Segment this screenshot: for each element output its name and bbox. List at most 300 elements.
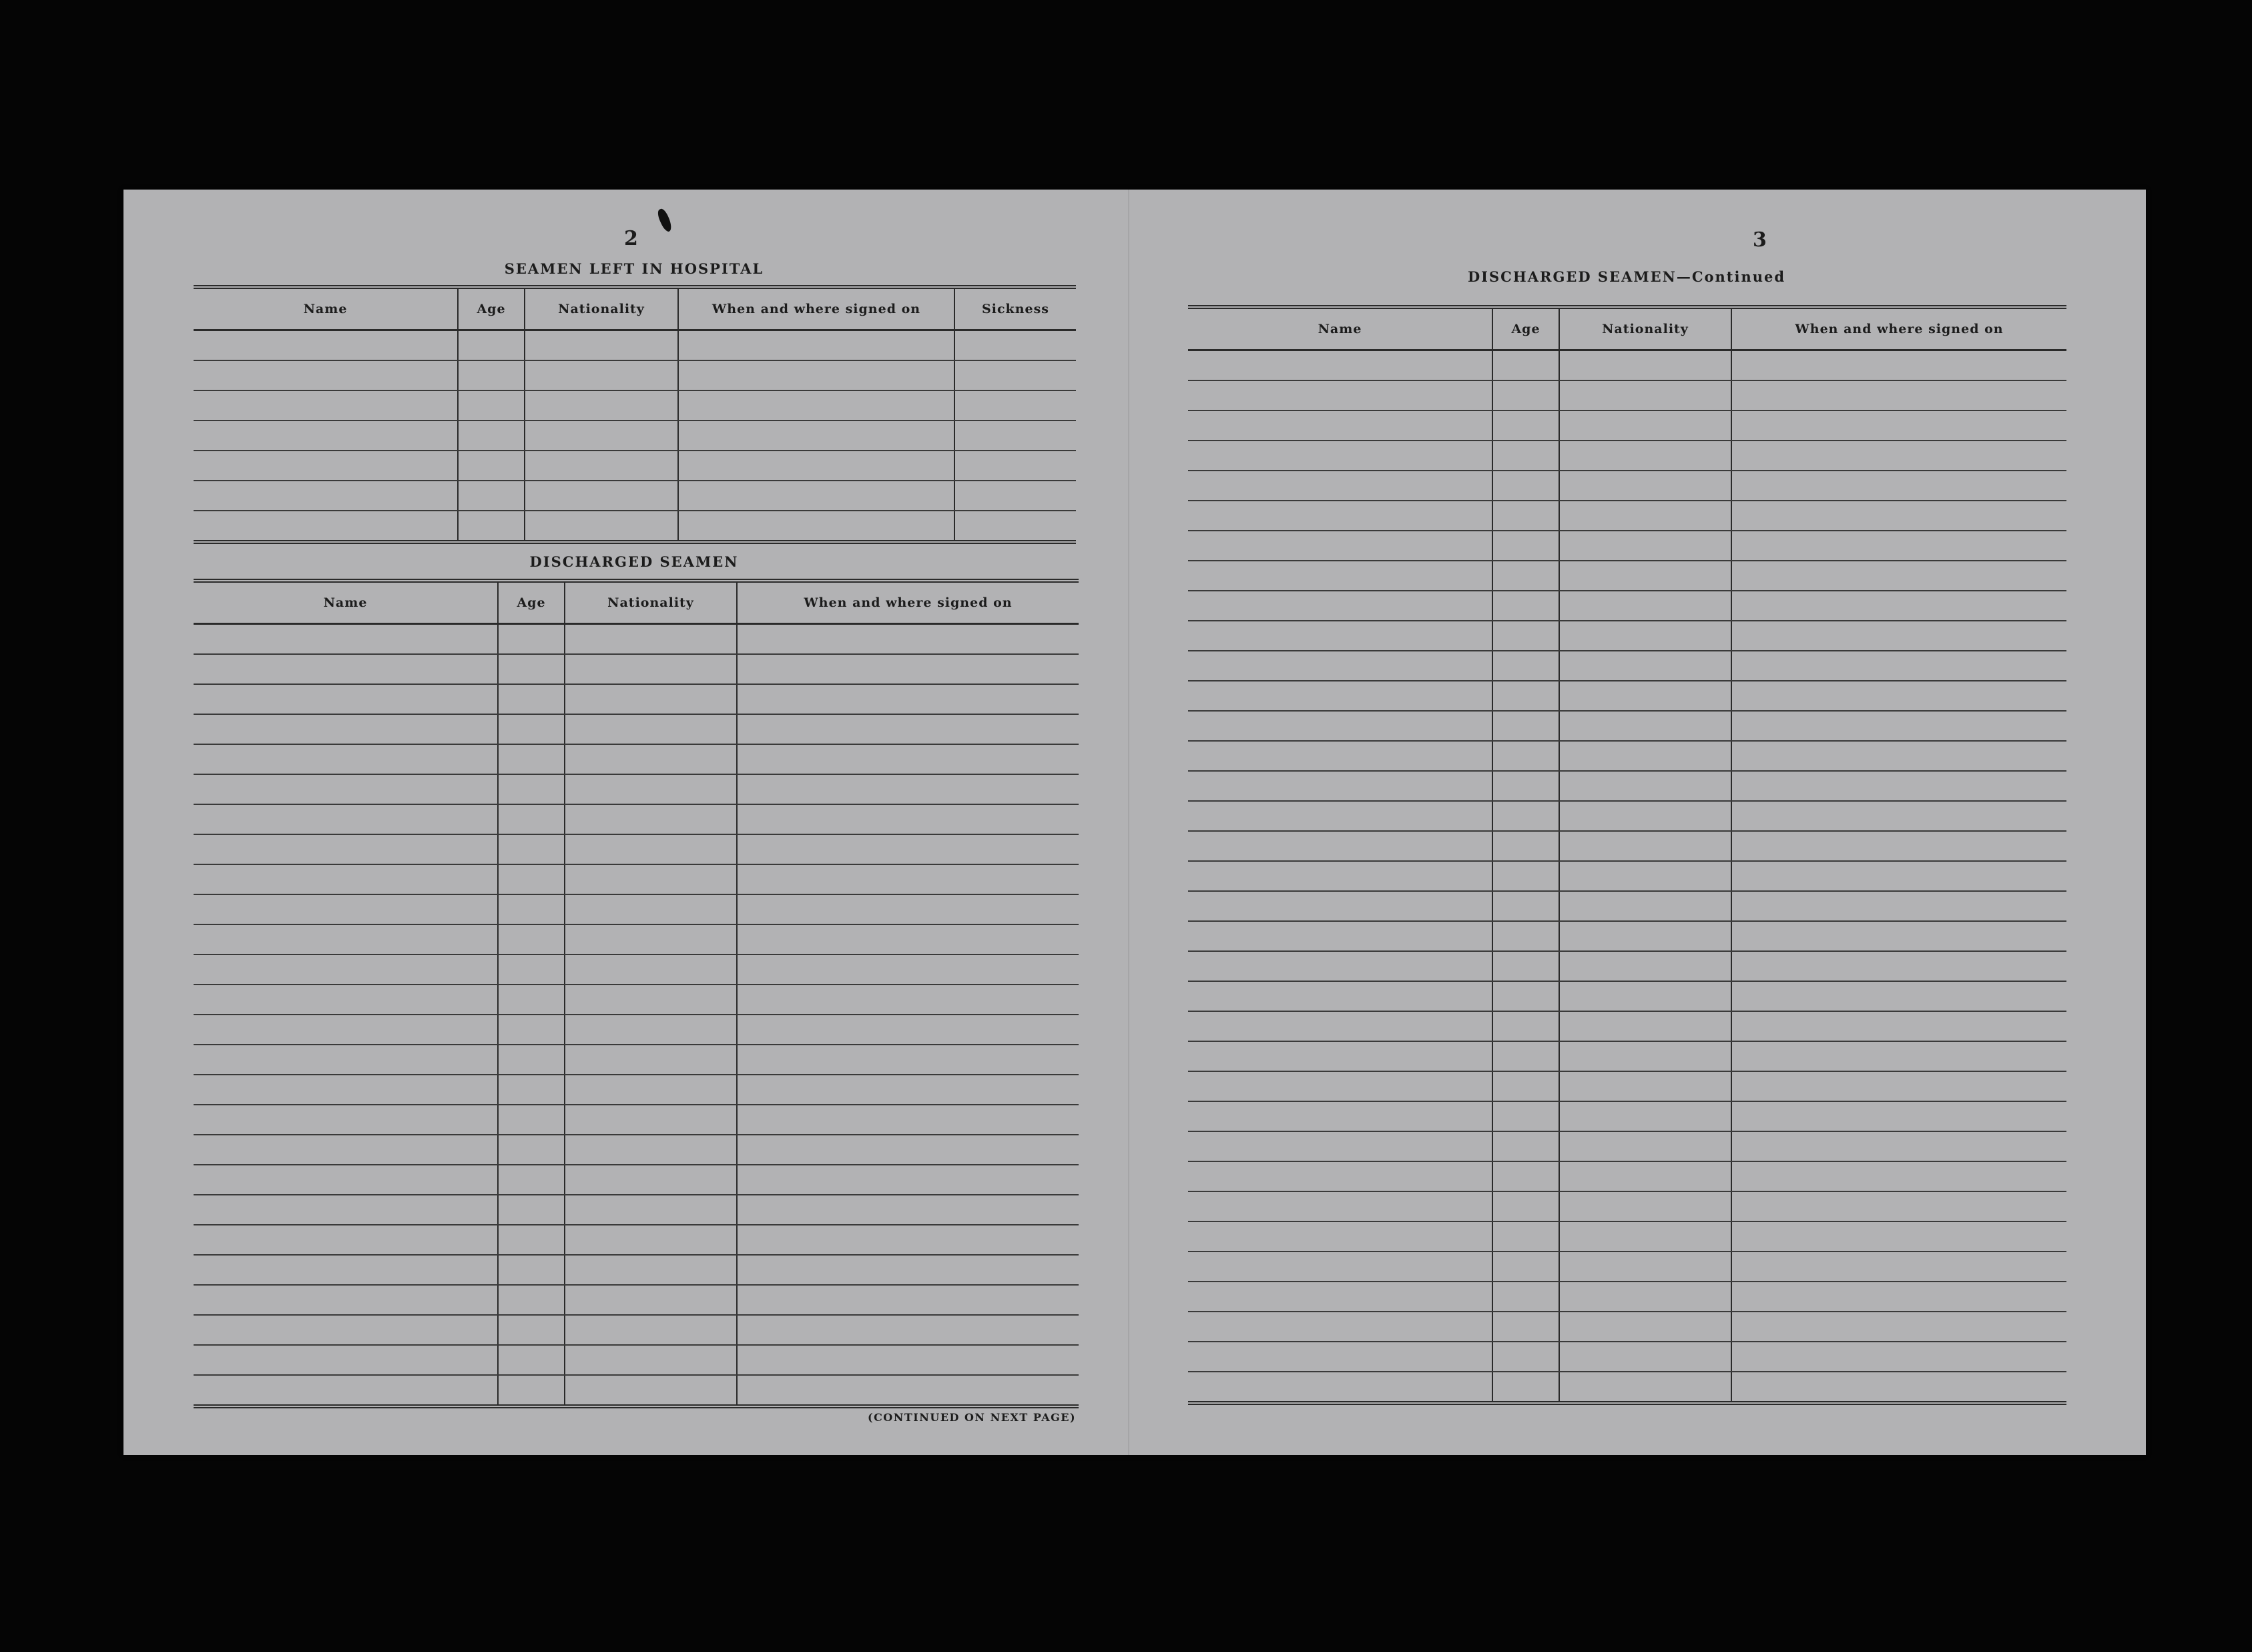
blank-cell bbox=[194, 804, 498, 834]
discharged-continued-table bbox=[1188, 305, 2066, 1405]
table-row bbox=[194, 1285, 1079, 1315]
blank-cell bbox=[1731, 471, 2066, 501]
table-row bbox=[1188, 711, 2066, 741]
blank-cell bbox=[498, 1285, 565, 1315]
blank-cell bbox=[525, 421, 678, 451]
blank-cell bbox=[1731, 561, 2066, 591]
table-row bbox=[1188, 981, 2066, 1011]
blank-cell bbox=[1188, 921, 1492, 951]
blank-cell bbox=[1188, 1252, 1492, 1282]
blank-cell bbox=[1188, 1221, 1492, 1252]
blank-cell bbox=[737, 1345, 1079, 1375]
blank-cell bbox=[1731, 1252, 2066, 1282]
table-row bbox=[194, 654, 1079, 684]
blank-cell bbox=[737, 714, 1079, 744]
table-row bbox=[1188, 951, 2066, 981]
blank-cell bbox=[458, 421, 525, 451]
blank-cell bbox=[194, 924, 498, 954]
blank-cell bbox=[1559, 561, 1731, 591]
blank-cell bbox=[525, 390, 678, 421]
blank-cell bbox=[498, 1015, 565, 1045]
blank-cell bbox=[1492, 1101, 1559, 1131]
blank-cell bbox=[1492, 350, 1559, 381]
blank-cell bbox=[737, 1105, 1079, 1135]
table-row bbox=[1188, 1131, 2066, 1161]
blank-cell bbox=[498, 774, 565, 804]
discharged-table bbox=[194, 579, 1079, 1408]
table-row bbox=[1188, 921, 2066, 951]
table-row bbox=[1188, 771, 2066, 801]
blank-cell bbox=[954, 360, 1076, 390]
blank-cell bbox=[1731, 1312, 2066, 1342]
table-row bbox=[194, 1135, 1079, 1165]
blank-cell bbox=[1492, 621, 1559, 651]
table-row bbox=[1188, 741, 2066, 771]
page-number-left: 2 bbox=[624, 227, 639, 250]
blank-cell bbox=[498, 804, 565, 834]
blank-cell bbox=[525, 511, 678, 542]
table-row bbox=[1188, 1011, 2066, 1041]
blank-cell bbox=[1731, 1161, 2066, 1191]
blank-cell bbox=[194, 774, 498, 804]
blank-cell bbox=[565, 924, 737, 954]
blank-cell bbox=[194, 985, 498, 1015]
table-row bbox=[1188, 501, 2066, 531]
blank-cell bbox=[1188, 1101, 1492, 1131]
blank-cell bbox=[1188, 1282, 1492, 1312]
blank-cell bbox=[1731, 921, 2066, 951]
blank-cell bbox=[1492, 1312, 1559, 1342]
table-row bbox=[1188, 531, 2066, 561]
blank-cell bbox=[1492, 921, 1559, 951]
blank-cell bbox=[1731, 741, 2066, 771]
blank-cell bbox=[194, 511, 458, 542]
blank-cell bbox=[1492, 651, 1559, 681]
blank-cell bbox=[458, 390, 525, 421]
blank-cell bbox=[1492, 380, 1559, 410]
blank-cell bbox=[1559, 1011, 1731, 1041]
blank-cell bbox=[737, 1135, 1079, 1165]
table-row bbox=[194, 714, 1079, 744]
blank-cell bbox=[1559, 1221, 1731, 1252]
blank-cell bbox=[1559, 891, 1731, 921]
blank-cell bbox=[1188, 981, 1492, 1011]
continued-header-row bbox=[1188, 307, 2066, 350]
blank-cell bbox=[1188, 771, 1492, 801]
blank-cell bbox=[737, 1225, 1079, 1255]
blank-cell bbox=[1188, 1011, 1492, 1041]
table-row bbox=[1188, 1071, 2066, 1101]
blank-cell bbox=[194, 654, 498, 684]
table-row bbox=[1188, 1101, 2066, 1131]
blank-cell bbox=[1559, 771, 1731, 801]
table-row bbox=[194, 1315, 1079, 1345]
column-header-age: Age bbox=[498, 581, 565, 624]
blank-cell bbox=[1731, 891, 2066, 921]
blank-cell bbox=[194, 834, 498, 864]
blank-cell bbox=[1492, 531, 1559, 561]
blank-cell bbox=[1731, 1071, 2066, 1101]
blank-cell bbox=[1731, 951, 2066, 981]
blank-cell bbox=[194, 1345, 498, 1375]
blank-cell bbox=[565, 1255, 737, 1285]
blank-cell bbox=[737, 684, 1079, 714]
blank-cell bbox=[498, 1045, 565, 1075]
blank-cell bbox=[565, 1285, 737, 1315]
blank-cell bbox=[737, 624, 1079, 655]
table-row bbox=[194, 684, 1079, 714]
blank-cell bbox=[1492, 1221, 1559, 1252]
blank-cell bbox=[1559, 471, 1731, 501]
table-row bbox=[1188, 1342, 2066, 1372]
discharged-continued-title: DISCHARGED SEAMEN—Continued bbox=[1467, 268, 1786, 285]
blank-cell bbox=[498, 744, 565, 774]
blank-cell bbox=[1559, 681, 1731, 711]
table-row bbox=[1188, 591, 2066, 621]
discharged-table-body bbox=[194, 624, 1079, 1407]
blank-cell bbox=[498, 864, 565, 894]
blank-cell bbox=[1559, 1191, 1731, 1221]
blank-cell bbox=[194, 714, 498, 744]
table-row bbox=[1188, 1282, 2066, 1312]
column-header-sickness: Sickness bbox=[954, 287, 1076, 330]
table-row bbox=[1188, 1221, 2066, 1252]
blank-cell bbox=[194, 1105, 498, 1135]
blank-cell bbox=[565, 985, 737, 1015]
table-row bbox=[1188, 410, 2066, 441]
table-row bbox=[194, 1105, 1079, 1135]
table-row bbox=[1188, 801, 2066, 831]
blank-cell bbox=[1492, 591, 1559, 621]
blank-cell bbox=[565, 894, 737, 924]
blank-cell bbox=[525, 330, 678, 361]
table-row bbox=[1188, 1252, 2066, 1282]
document-sheet bbox=[123, 190, 2146, 1455]
blank-cell bbox=[737, 1075, 1079, 1105]
blank-cell bbox=[1492, 861, 1559, 891]
blank-cell bbox=[737, 864, 1079, 894]
blank-cell bbox=[1731, 711, 2066, 741]
blank-cell bbox=[458, 511, 525, 542]
column-header-name: Name bbox=[194, 581, 498, 624]
blank-cell bbox=[194, 894, 498, 924]
blank-cell bbox=[565, 744, 737, 774]
blank-cell bbox=[954, 451, 1076, 481]
blank-cell bbox=[1731, 681, 2066, 711]
blank-cell bbox=[498, 1255, 565, 1285]
blank-cell bbox=[1559, 1161, 1731, 1191]
blank-cell bbox=[194, 1225, 498, 1255]
blank-cell bbox=[458, 330, 525, 361]
blank-cell bbox=[1492, 1041, 1559, 1071]
blank-cell bbox=[954, 390, 1076, 421]
table-row bbox=[1188, 891, 2066, 921]
table-row bbox=[1188, 561, 2066, 591]
blank-cell bbox=[1731, 410, 2066, 441]
blank-cell bbox=[1731, 1011, 2066, 1041]
table-row bbox=[1188, 831, 2066, 861]
blank-cell bbox=[194, 481, 458, 511]
blank-cell bbox=[1731, 831, 2066, 861]
blank-cell bbox=[1188, 1161, 1492, 1191]
blank-cell bbox=[498, 714, 565, 744]
blank-cell bbox=[565, 1195, 737, 1225]
table-row bbox=[194, 624, 1079, 655]
blank-cell bbox=[1188, 1041, 1492, 1071]
column-header-nationality: Nationality bbox=[565, 581, 737, 624]
blank-cell bbox=[1559, 501, 1731, 531]
blank-cell bbox=[565, 1075, 737, 1105]
blank-cell bbox=[1559, 861, 1731, 891]
blank-cell bbox=[1559, 741, 1731, 771]
blank-cell bbox=[678, 390, 954, 421]
table-row bbox=[194, 511, 1076, 542]
blank-cell bbox=[194, 1195, 498, 1225]
table-row bbox=[1188, 681, 2066, 711]
blank-cell bbox=[1731, 350, 2066, 381]
table-row bbox=[194, 360, 1076, 390]
blank-cell bbox=[1559, 921, 1731, 951]
blank-cell bbox=[498, 894, 565, 924]
blank-cell bbox=[458, 451, 525, 481]
column-header-when-and-where-signed-on: When and where signed on bbox=[737, 581, 1079, 624]
blank-cell bbox=[1731, 380, 2066, 410]
blank-cell bbox=[1188, 531, 1492, 561]
table-row bbox=[1188, 441, 2066, 471]
blank-cell bbox=[565, 654, 737, 684]
blank-cell bbox=[1188, 591, 1492, 621]
blank-cell bbox=[1492, 951, 1559, 981]
blank-cell bbox=[194, 1015, 498, 1045]
blank-cell bbox=[678, 330, 954, 361]
blank-cell bbox=[565, 834, 737, 864]
blank-cell bbox=[1559, 591, 1731, 621]
blank-cell bbox=[1492, 831, 1559, 861]
blank-cell bbox=[1188, 1342, 1492, 1372]
blank-cell bbox=[498, 954, 565, 985]
table-row bbox=[194, 1195, 1079, 1225]
blank-cell bbox=[1559, 1101, 1731, 1131]
blank-cell bbox=[1492, 741, 1559, 771]
blank-cell bbox=[1731, 591, 2066, 621]
blank-cell bbox=[737, 1165, 1079, 1195]
table-row bbox=[1188, 1312, 2066, 1342]
blank-cell bbox=[1731, 1342, 2066, 1372]
column-header-nationality: Nationality bbox=[525, 287, 678, 330]
blank-cell bbox=[1559, 1282, 1731, 1312]
blank-cell bbox=[1731, 621, 2066, 651]
table-row bbox=[194, 1165, 1079, 1195]
blank-cell bbox=[737, 924, 1079, 954]
blank-cell bbox=[737, 804, 1079, 834]
blank-cell bbox=[1188, 711, 1492, 741]
blank-cell bbox=[1559, 380, 1731, 410]
blank-cell bbox=[565, 1105, 737, 1135]
table-row bbox=[194, 330, 1076, 361]
blank-cell bbox=[498, 1375, 565, 1406]
blank-cell bbox=[737, 1015, 1079, 1045]
blank-cell bbox=[1559, 711, 1731, 741]
blank-cell bbox=[737, 954, 1079, 985]
blank-cell bbox=[498, 985, 565, 1015]
blank-cell bbox=[1188, 350, 1492, 381]
column-header-when-and-where-signed-on: When and where signed on bbox=[1731, 307, 2066, 350]
blank-cell bbox=[1559, 1372, 1731, 1403]
blank-cell bbox=[1559, 1131, 1731, 1161]
blank-cell bbox=[1731, 1041, 2066, 1071]
table-row bbox=[194, 481, 1076, 511]
blank-cell bbox=[1559, 1342, 1731, 1372]
table-row bbox=[194, 924, 1079, 954]
blank-cell bbox=[194, 330, 458, 361]
blank-cell bbox=[1492, 501, 1559, 531]
blank-cell bbox=[1559, 831, 1731, 861]
blank-cell bbox=[498, 1135, 565, 1165]
blank-cell bbox=[1492, 801, 1559, 831]
blank-cell bbox=[194, 954, 498, 985]
blank-cell bbox=[737, 744, 1079, 774]
blank-cell bbox=[498, 1345, 565, 1375]
blank-cell bbox=[1731, 441, 2066, 471]
blank-cell bbox=[737, 654, 1079, 684]
table-row bbox=[194, 1015, 1079, 1045]
blank-cell bbox=[1188, 891, 1492, 921]
blank-cell bbox=[954, 330, 1076, 361]
blank-cell bbox=[1731, 1101, 2066, 1131]
blank-cell bbox=[678, 511, 954, 542]
blank-cell bbox=[1492, 1161, 1559, 1191]
blank-cell bbox=[565, 1225, 737, 1255]
blank-cell bbox=[1559, 531, 1731, 561]
blank-cell bbox=[954, 511, 1076, 542]
blank-cell bbox=[1731, 1221, 2066, 1252]
table-row bbox=[194, 864, 1079, 894]
continued-note: (CONTINUED ON NEXT PAGE) bbox=[868, 1411, 1077, 1424]
blank-cell bbox=[565, 1015, 737, 1045]
table-row bbox=[194, 1045, 1079, 1075]
table-row bbox=[1188, 1041, 2066, 1071]
table-row bbox=[194, 744, 1079, 774]
table-row bbox=[194, 774, 1079, 804]
blank-cell bbox=[565, 864, 737, 894]
blank-cell bbox=[737, 774, 1079, 804]
continued-table-body bbox=[1188, 350, 2066, 1404]
blank-cell bbox=[954, 421, 1076, 451]
blank-cell bbox=[1731, 771, 2066, 801]
blank-cell bbox=[1559, 621, 1731, 651]
table-row bbox=[194, 1225, 1079, 1255]
blank-cell bbox=[1731, 981, 2066, 1011]
blank-cell bbox=[1188, 1191, 1492, 1221]
table-row bbox=[194, 894, 1079, 924]
discharged-section-title: DISCHARGED SEAMEN bbox=[529, 553, 739, 570]
blank-cell bbox=[525, 451, 678, 481]
column-header-name: Name bbox=[194, 287, 458, 330]
blank-cell bbox=[1559, 651, 1731, 681]
page-number-right: 3 bbox=[1753, 228, 1767, 252]
blank-cell bbox=[565, 1135, 737, 1165]
blank-cell bbox=[194, 1075, 498, 1105]
blank-cell bbox=[1188, 741, 1492, 771]
table-row bbox=[1188, 380, 2066, 410]
blank-cell bbox=[1188, 471, 1492, 501]
blank-cell bbox=[1492, 711, 1559, 741]
ink-blot bbox=[655, 208, 674, 234]
blank-cell bbox=[737, 834, 1079, 864]
blank-cell bbox=[678, 451, 954, 481]
blank-cell bbox=[194, 1285, 498, 1315]
blank-cell bbox=[565, 774, 737, 804]
table-row bbox=[1188, 651, 2066, 681]
table-row bbox=[194, 1255, 1079, 1285]
blank-cell bbox=[1731, 861, 2066, 891]
table-row bbox=[194, 421, 1076, 451]
table-row bbox=[194, 954, 1079, 985]
blank-cell bbox=[1492, 891, 1559, 921]
blank-cell bbox=[1559, 1312, 1731, 1342]
blank-cell bbox=[678, 360, 954, 390]
blank-cell bbox=[194, 1045, 498, 1075]
blank-cell bbox=[565, 714, 737, 744]
blank-cell bbox=[1492, 1191, 1559, 1221]
blank-cell bbox=[565, 1345, 737, 1375]
table-row bbox=[1188, 471, 2066, 501]
blank-cell bbox=[737, 1255, 1079, 1285]
blank-cell bbox=[1188, 1071, 1492, 1101]
table-row bbox=[1188, 1161, 2066, 1191]
blank-cell bbox=[498, 624, 565, 655]
blank-cell bbox=[1559, 350, 1731, 381]
blank-cell bbox=[1188, 621, 1492, 651]
blank-cell bbox=[1188, 501, 1492, 531]
table-row bbox=[194, 834, 1079, 864]
table-row bbox=[194, 451, 1076, 481]
blank-cell bbox=[194, 360, 458, 390]
blank-cell bbox=[1559, 1071, 1731, 1101]
blank-cell bbox=[498, 1225, 565, 1255]
blank-cell bbox=[458, 481, 525, 511]
blank-cell bbox=[737, 1045, 1079, 1075]
blank-cell bbox=[737, 894, 1079, 924]
blank-cell bbox=[194, 1315, 498, 1345]
blank-cell bbox=[737, 1285, 1079, 1315]
blank-cell bbox=[565, 1315, 737, 1345]
blank-cell bbox=[565, 1045, 737, 1075]
hospital-header-row bbox=[194, 287, 1076, 330]
table-row bbox=[1188, 1372, 2066, 1403]
blank-cell bbox=[194, 451, 458, 481]
blank-cell bbox=[737, 1195, 1079, 1225]
table-row bbox=[194, 1345, 1079, 1375]
blank-cell bbox=[1559, 801, 1731, 831]
blank-cell bbox=[737, 985, 1079, 1015]
blank-cell bbox=[1731, 651, 2066, 681]
blank-cell bbox=[565, 684, 737, 714]
hospital-table-body bbox=[194, 330, 1076, 543]
blank-cell bbox=[1492, 1071, 1559, 1101]
left-page bbox=[123, 190, 1128, 1455]
blank-cell bbox=[1188, 831, 1492, 861]
blank-cell bbox=[1559, 1252, 1731, 1282]
blank-cell bbox=[498, 654, 565, 684]
blank-cell bbox=[1492, 471, 1559, 501]
blank-cell bbox=[1731, 801, 2066, 831]
blank-cell bbox=[1188, 1131, 1492, 1161]
table-row bbox=[194, 1375, 1079, 1406]
blank-cell bbox=[1731, 501, 2066, 531]
blank-cell bbox=[1731, 1191, 2066, 1221]
column-header-when-and-where-signed-on: When and where signed on bbox=[678, 287, 954, 330]
